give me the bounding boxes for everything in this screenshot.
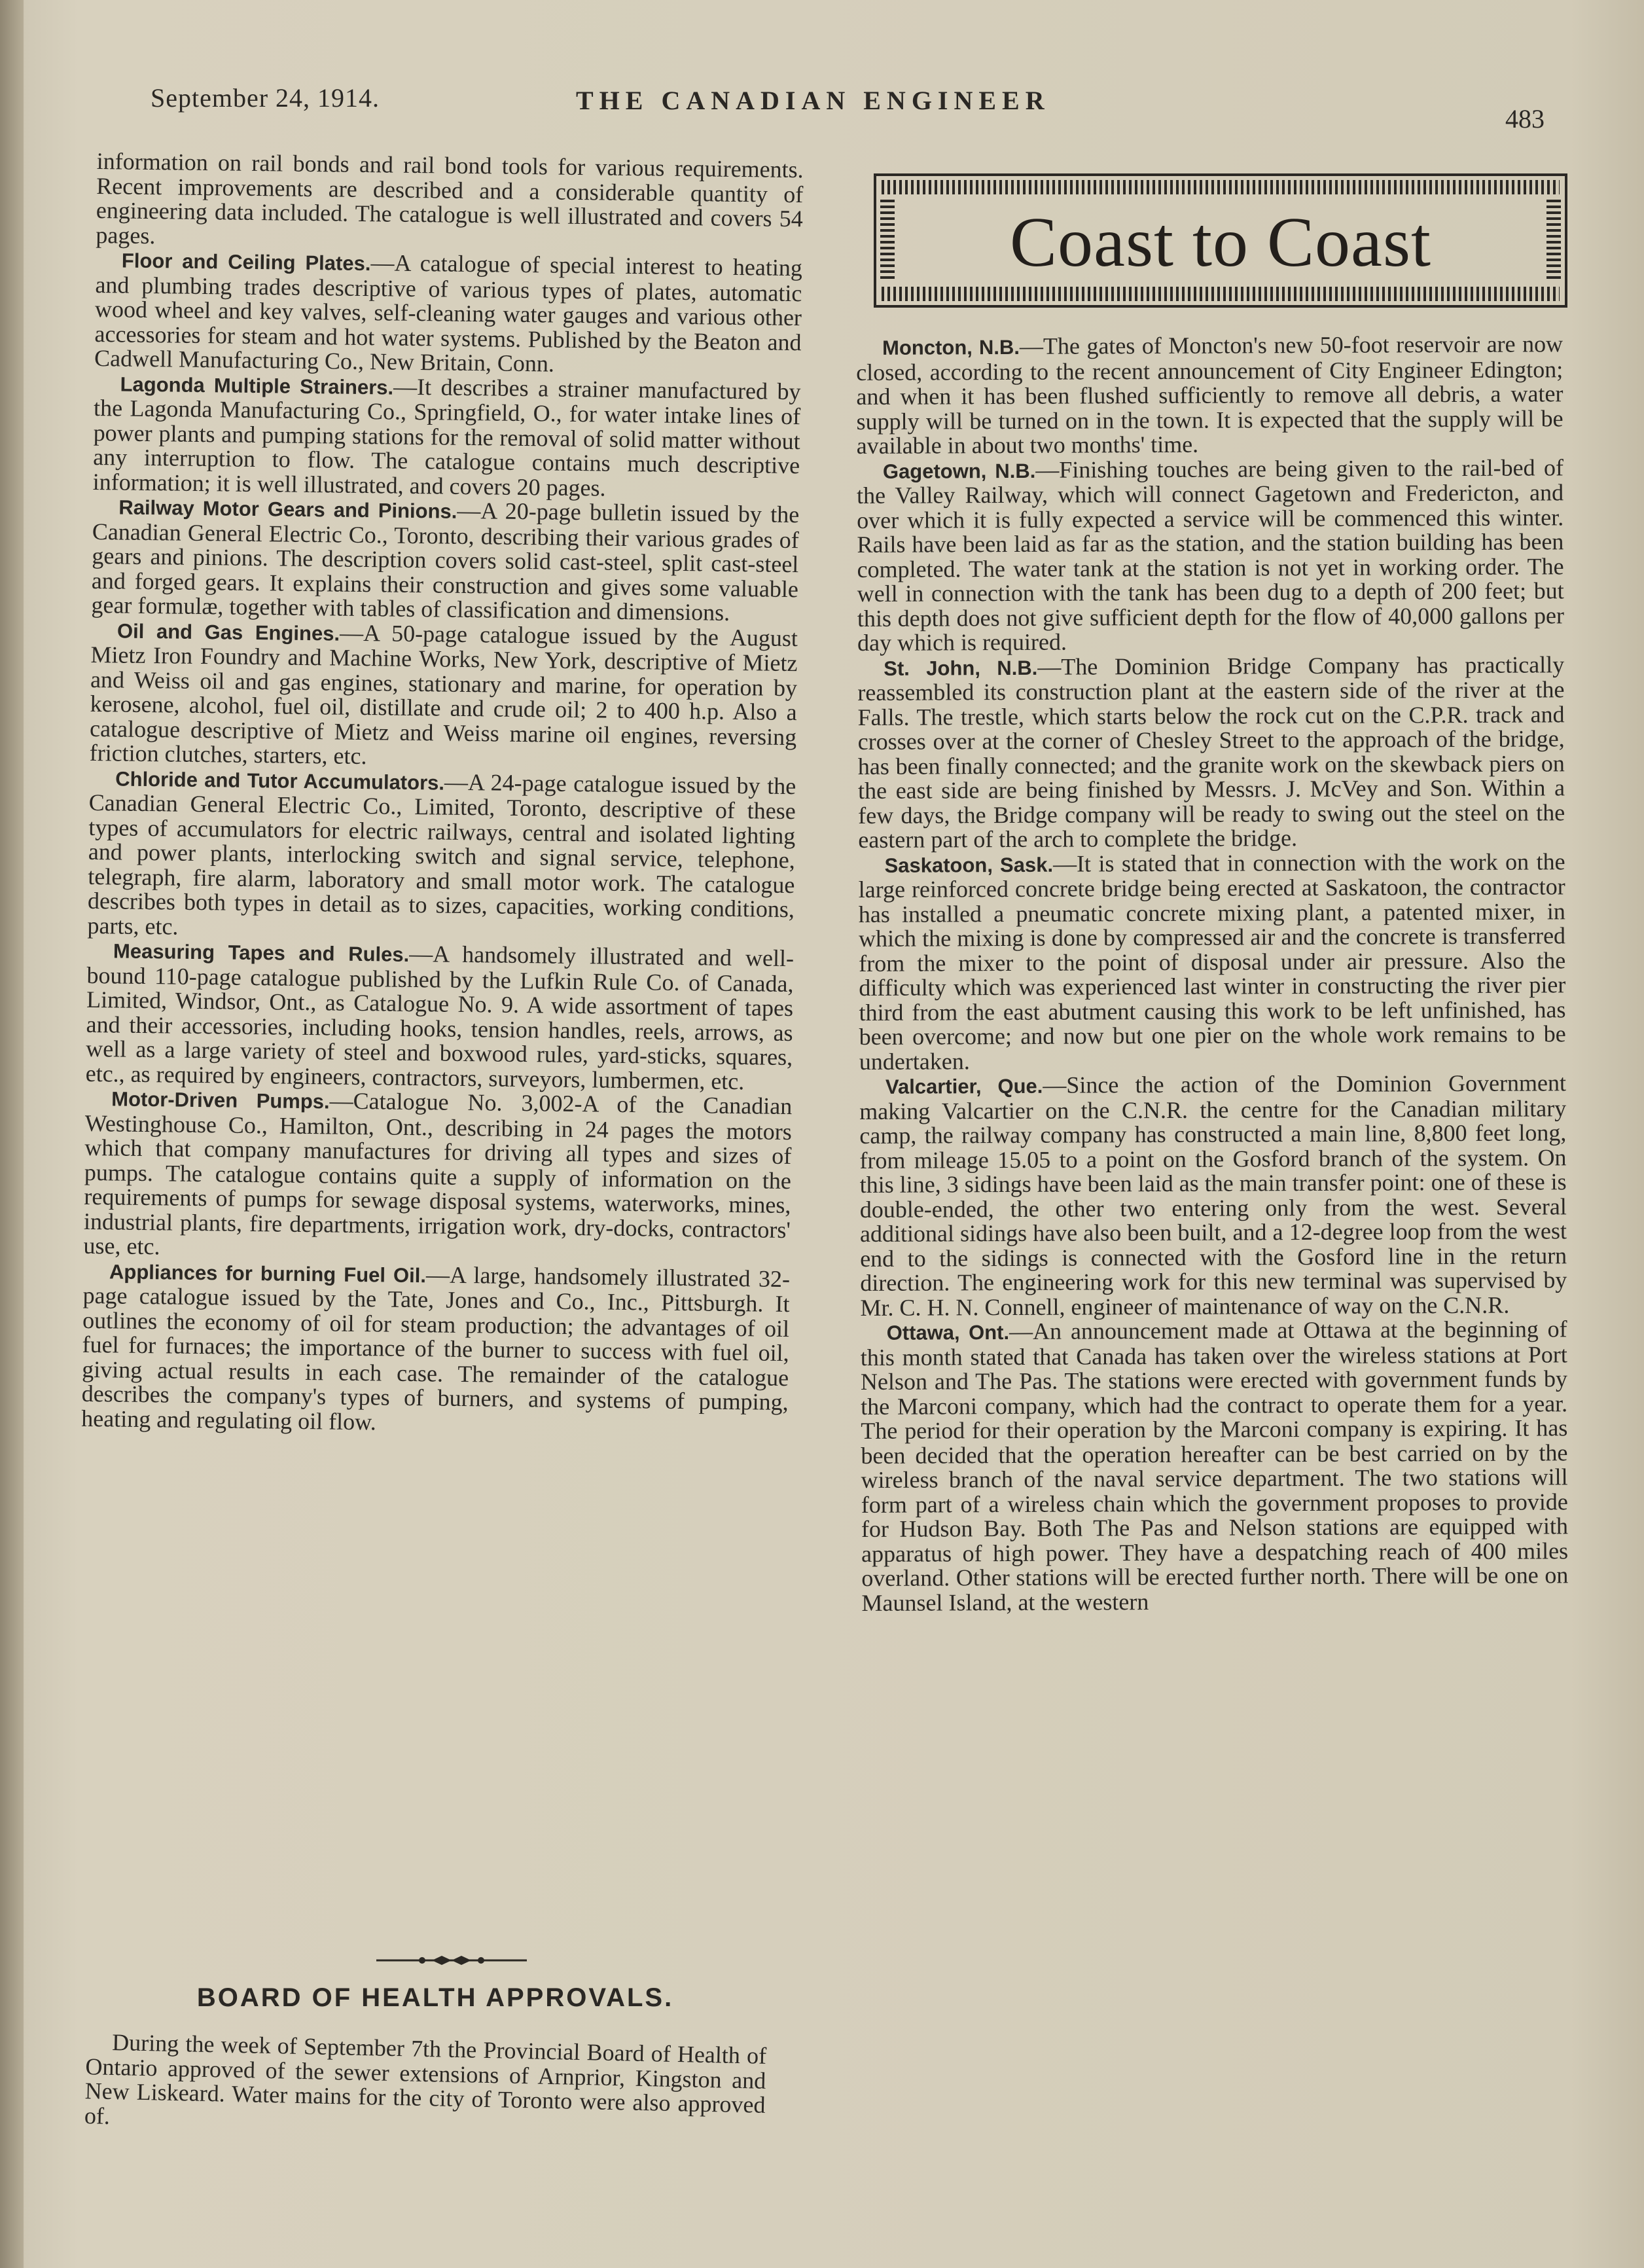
item-lead: Valcartier, Que.: [885, 1074, 1043, 1098]
catalogue-item: [83, 1086, 792, 1267]
news-item: [857, 653, 1565, 853]
news-item: [861, 1317, 1569, 1615]
board-of-health-body: [84, 2030, 767, 2142]
item-lead: Measuring Tapes and Rules.: [113, 939, 410, 966]
catalogue-item: [81, 1258, 790, 1439]
board-of-health-heading: BOARD OF HEALTH APPROVALS.: [196, 1983, 674, 2012]
item-text: —A handsomely illustrated and well-bound 110-page catalogue published by the Lufkin Rule Co. of Canada, Limited, Windsor, Ont., as Catalogue No. 9. A wide assortment of tapes and their accessories, including hooks, tension handles, reels, arrows, as well as a large variety of steel and boxwood rules, yard-sticks, squares, etc., as required by engineers, contractors, surveyors, lumbermen, etc.: [85, 940, 795, 1094]
catalogue-item: [89, 617, 798, 774]
item-text: —The gates of Moncton's new 50-foot reservoir are now closed, according to the recent announcement of City Engineer Edington; and when it has been flushed sufficiently to remove all debris, a water supply will be turned on in the town. It is expected that the supply will be available in about two months' time.: [856, 331, 1564, 459]
item-lead: Lagonda Multiple Strainers.: [120, 372, 394, 399]
banner-border-top: [882, 180, 1560, 194]
item-lead: Oil and Gas Engines.: [116, 619, 340, 645]
item-lead: St. John, N.B.: [884, 656, 1038, 680]
item-lead: Chloride and Tutor Accumulators.: [115, 766, 445, 795]
item-text: —Catalogue No. 3,002-A of the Canadian Westinghouse Co., Hamilton, Ont., describing in 24 pages the motors which that company manufactures for driving all types and sizes of pumps. The catalogue contains quite a supply of information on the requirements of pumps for sewage disposal systems, waterworks, mines, industrial plants, fire departments, irrigation work, dry-docks, contractors' use, etc.: [83, 1087, 793, 1260]
header-date: September 24, 1914.: [151, 83, 380, 113]
item-lead: Saskatoon, Sask.: [884, 853, 1054, 877]
item-text: —A large, handsomely illustrated 32-page catalogue issued by the Tate, Jones and Co., Inc., Pittsburgh. It outlines the economy of oil for steam production; the advantages of oil fuel for furnaces; the importance of the burner to success with fuel oil, giving actual results in each case. The remainder of the catalogue describes the company's types of burners, and systems of pumping, heating and regulating oil flow.: [81, 1261, 791, 1435]
item-lead: Railway Motor Gears and Pinions.: [118, 495, 457, 523]
item-lead: Appliances for burning Fuel Oil.: [109, 1259, 427, 1287]
news-item: [858, 850, 1565, 1074]
ornament-divider-icon: [376, 1951, 527, 1970]
right-column: [856, 332, 1569, 1615]
page-number: 483: [1505, 104, 1545, 134]
board-of-health-text: During the week of September 7th the Provincial Board of Health of Ontario approved of the sewer extensions of Arnprior, Kingston and New Liskeard. Water mains for the city of Toronto were also approved of.: [84, 2028, 767, 2129]
news-item: [857, 456, 1564, 656]
catalogue-item: [86, 938, 795, 1094]
item-text: —The Dominion Bridge Company has practically reassembled its construction plant at the eastern side of the river at the Falls. The trestle, which starts below the rock cut on the C.P.R. track and crosses over at the corner of Chesley Street to the approach of the bridge, has been finally connected; and the granite work on the skewback piers on the east side are being finished by Messrs. J. McVey and Son. Within a few days, the Bridge company will be ready to swing out the steel on the eastern part of the arch to complete the bridge.: [857, 651, 1565, 853]
news-item: [856, 332, 1564, 458]
item-lead: Gagetown, N.B.: [882, 459, 1036, 483]
book-spine-shadow: [0, 0, 24, 2268]
catalogue-item: [93, 370, 801, 503]
journal-title: THE CANADIAN ENGINEER: [576, 86, 1050, 115]
item-text: —Since the action of the Dominion Government making Valcartier on the C.N.R. the centre for the Canadian military camp, the railway company has constructed a main line, 8,800 feet long, from mileage 15.05 to a point on the Gosford branch of the system. On this line, 3 sidings have been laid as the main transfer point: one of these is double-ended, the other two entering only from the west. Several additional sidings have also been built, and a 12-degree loop from the west end to the sidings is connected with the Gosford line in the return direction. The engineering work for this new terminal was supervised by Mr. C. H. N. Connell, engineer of maintenance of way on the C.N.R.: [859, 1070, 1567, 1321]
item-text: —An announcement made at Ottawa at the beginning of this month stated that Canada has taken over the wireless stations at Port Nelson and The Pas. The stations were erected with government funds by the Marconi company, which had the contract to operate them for a year. The period for their operation by the Marconi company is expiring. It has been decided that the operation hereafter can be best carried on by the wireless branch of the naval service department. The two stations will form part of a wireless chain which the government proposes to provide for Hudson Bay. Both The Pas and Nelson stations are equipped with apparatus of high power. They have a despatching reach of 400 miles overland. Other stations will be erected further north. There will be one on Maunsel Island, at the western: [860, 1316, 1569, 1616]
intro-paragraph: information on rail bonds and rail bond tools for various requirements. Recent improvements are described and a considerable quantity of engineering data included. The catalogue is well illustrated and covers 54 pages.: [96, 148, 804, 249]
item-lead: Floor and Ceiling Plates.: [121, 249, 371, 276]
item-text: —A 20-page bulletin issued by the Canadian General Electric Co., Toronto, describing their various grades of gears and pinions. The description covers solid cast-steel, split cast-steel and forged gears. It explains their construction and gives some valuable gear formulæ, together with tables of classification and dimensions.: [91, 497, 800, 626]
item-lead: Moncton, N.B.: [882, 335, 1020, 359]
item-text: —A 50-page catalogue issued by the August Mietz Iron Foundry and Machine Works, New York, descriptive of Mietz and Weiss oil and gas engines, stationary and marine, for operation by kerosene, alcohol, fuel oil, distillate and crude oil; 2 to 400 h.p. Also a catalogue descriptive of Mietz and Weiss marine oil engines, reversing friction clutches, starters, etc.: [89, 619, 798, 770]
running-header: [151, 71, 1564, 134]
item-text: —It is stated that in connection with the work on the large reinforced concrete bridge being erected at Saskatoon, the contractor has installed a pneumatic concrete mixing plant, a patented mixer, in which the mixing is done by compressed air and the concrete is transferred from the mixer to the point of disposal under air pressure. Also the difficulty which was experienced last winter in constructing the river pier third from the east abutment causing this work to be left unfinished, has been overcome; and now but one pier on the whole work remains to be undertaken.: [858, 848, 1566, 1075]
item-text: —A catalogue of special interest to heating and plumbing trades descriptive of various types of plates, automatic wood wheel and key valves, self-cleaning water gauges and various other accessories for steam and hot water systems. Published by the Beaton and Cadwell Manufacturing Co., New Britain, Conn.: [94, 249, 803, 377]
news-item: [859, 1071, 1567, 1320]
banner-border-bottom: [882, 287, 1560, 301]
catalogue-item: [94, 247, 802, 380]
item-lead: Ottawa, Ont.: [886, 1320, 1010, 1344]
catalogue-item: [91, 494, 799, 626]
left-column: [81, 149, 804, 1439]
item-text: —It describes a strainer manufactured by the Lagonda Manufacturing Co., Springfield, O., for water intake lines of power plants and pumping stations for the removal of solid matter without any interruption to flow. The catalogue contains much descriptive information; it is well illustrated, and covers 20 pages.: [92, 373, 801, 501]
item-lead: Motor-Driven Pumps.: [111, 1087, 330, 1113]
banner-title: Coast to Coast: [1009, 204, 1432, 281]
coast-to-coast-banner: [874, 173, 1567, 308]
item-text: —Finishing touches are being given to the rail-bed of the Valley Railway, which will connect Gagetown and Fredericton, and over which it is fully expected a service will be commenced this winter. Rails have been laid as far as the station, and the station building has been completed. The water tank at the station is not yet in working order. The well in connection with the tank has been dug to a depth of 200 feet; but this depth does not give sufficient depth for the flow of 40,000 gallons per day which is required.: [856, 454, 1564, 656]
catalogue-item: [87, 765, 796, 946]
item-text: —A 24-page catalogue issued by the Canadian General Electric Co., Limited, Toronto, descriptive of these types of accumulators for electric railways, central and isolated lighting and power plants, interlocking switch and signal service, telephone, telegraph, fire alarm, laboratory and small motor work. The catalogue describes both types in detail as to sizes, capacities, working conditions, parts, etc.: [87, 768, 796, 940]
